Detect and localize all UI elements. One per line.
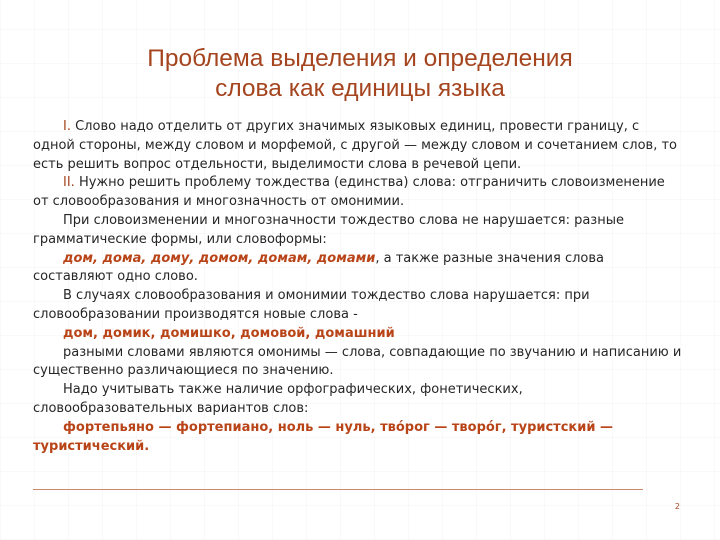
slide-title (40, 44, 680, 104)
paragraph-8-text: Надо учитывать также наличие орфографических, фонетических, словообразовательных вариантов слов: (33, 382, 523, 416)
page-number: 2 (674, 502, 680, 511)
paragraph-3 (33, 212, 683, 250)
example-word-forms: дом, дома, дому, домом, домам, домами (63, 250, 376, 266)
title-line-2: слова как единицы языка (215, 75, 505, 102)
paragraph-4-text: , а также разные значения слова составляют одно слово. (33, 250, 604, 285)
paragraph-1 (33, 118, 683, 174)
footer-divider (33, 489, 643, 490)
paragraph-2 (33, 174, 683, 212)
paragraph-5 (33, 287, 683, 325)
paragraph-3-text: При словоизменении и многозначности тождество слова не нарушается: разные грамматические формы, или словоформы: (33, 212, 624, 247)
paragraph-5-text: В случаях словообразования и омонимии тождество слова нарушается: при словообразовании производятся новые слова - (33, 288, 590, 322)
example-variants: фортепьяно — фортепиано, ноль — нуль, тво́рог — творо́г, туристский — туристический. (33, 419, 613, 454)
roman-numeral-1: I. (63, 119, 71, 134)
paragraph-4 (33, 250, 683, 288)
example-derived-words: дом, домик, домишко, домовой, домашний (63, 325, 395, 341)
roman-numeral-2: II. (63, 175, 75, 191)
paragraph-7 (33, 344, 683, 382)
paragraph-6 (33, 325, 683, 344)
paragraph-2-text: Нужно решить проблему тождества (единства) слова: отграничить словоизменение от словообразования и многозначность от омонимии. (33, 175, 665, 210)
paragraph-9 (33, 419, 683, 457)
paragraph-7-text: разными словами являются омонимы — слова, совпадающие по звучанию и написанию и существенно различающиеся по значению. (33, 344, 682, 379)
paragraph-8 (33, 381, 683, 419)
slide-body (33, 118, 683, 456)
title-line-1: Проблема выделения и определения (147, 45, 573, 72)
paragraph-1-text: Слово надо отделить от других значимых языковых единиц, провести границу, с одной стороны, между словом и морфемой, с другой — между словом и сочетанием слов, то есть решить вопрос отдельности, выделимости слова в речевой цепи. (33, 119, 678, 172)
